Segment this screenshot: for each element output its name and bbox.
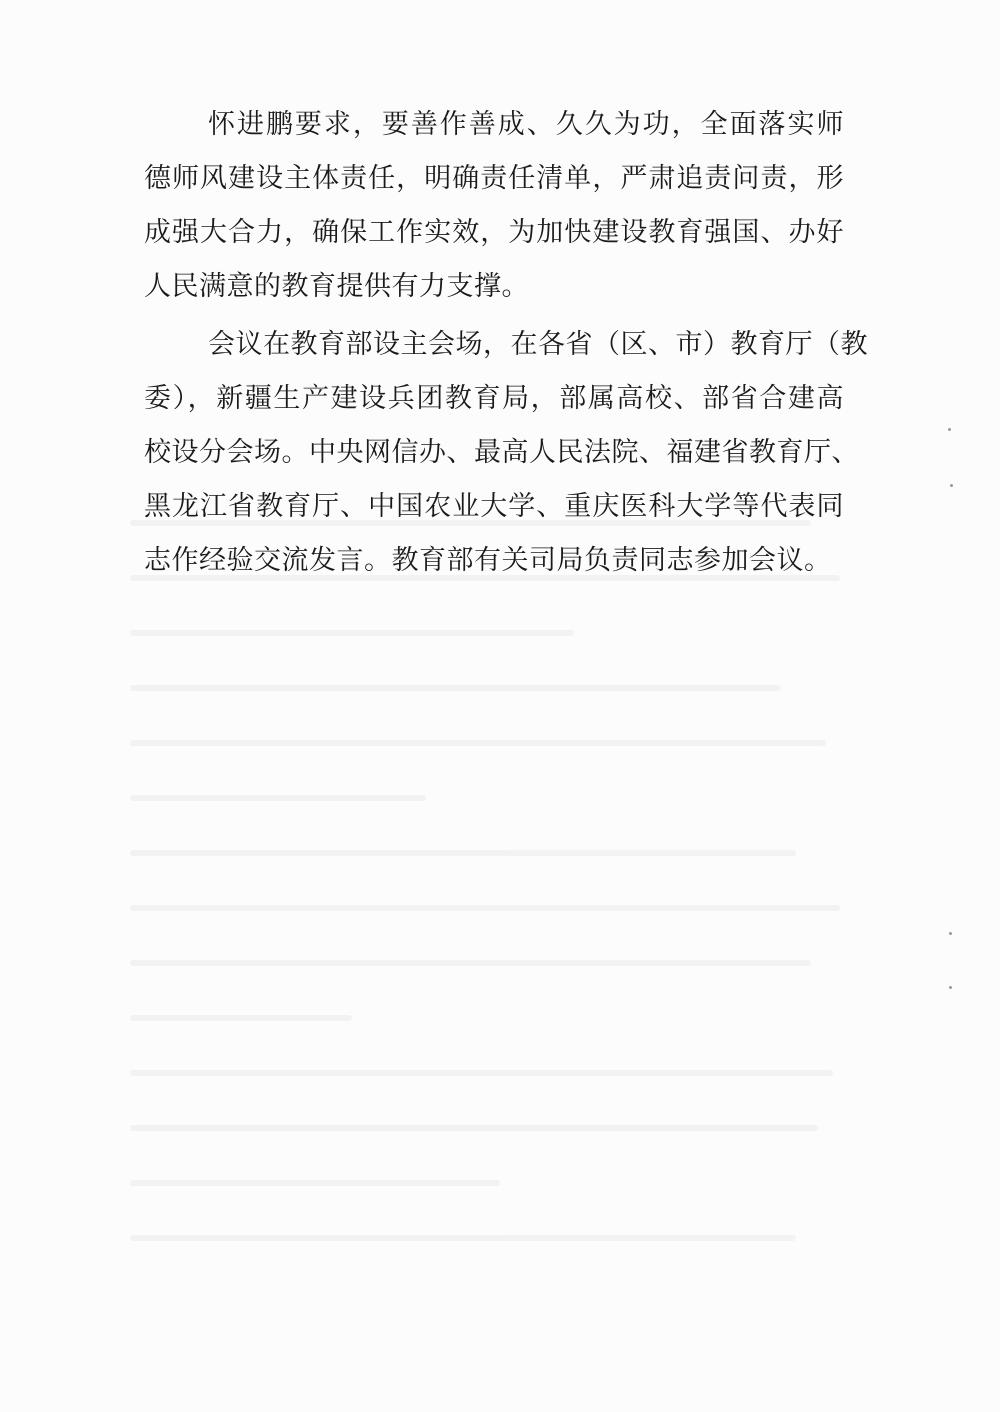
text-line: 德师风建设主体责任，明确责任清单，严肃追责问责，形 (144, 163, 844, 194)
text-line: 怀进鹏要求，要善作善成、久久为功，全面落实师 (208, 109, 844, 140)
text-line: 人民满意的教育提供有力支撑。 (144, 271, 529, 302)
text-line: 志作经验交流发言。教育部有关司局负责同志参加会议。 (144, 545, 832, 576)
paragraph-2 (144, 318, 868, 588)
scan-speck (949, 932, 952, 935)
text-line: 成强大合力，确保工作实效，为加快建设教育强国、办好 (144, 217, 844, 248)
scan-speck (949, 986, 952, 989)
paper-bleed-through (130, 520, 870, 1320)
scan-speck (950, 484, 953, 487)
text-line: 委），新疆生产建设兵团教育局，部属高校、部省合建高 (144, 383, 844, 414)
body-text (144, 98, 868, 588)
paragraph-1 (144, 98, 844, 314)
text-line: 黑龙江省教育厅、中国农业大学、重庆医科大学等代表同 (144, 491, 844, 522)
text-line: 会议在教育部设主会场，在各省（区、市）教育厅（教 (208, 329, 868, 360)
scan-speck (948, 428, 951, 431)
text-line: 校设分会场。中央网信办、最高人民法院、福建省教育厅、 (144, 437, 859, 468)
